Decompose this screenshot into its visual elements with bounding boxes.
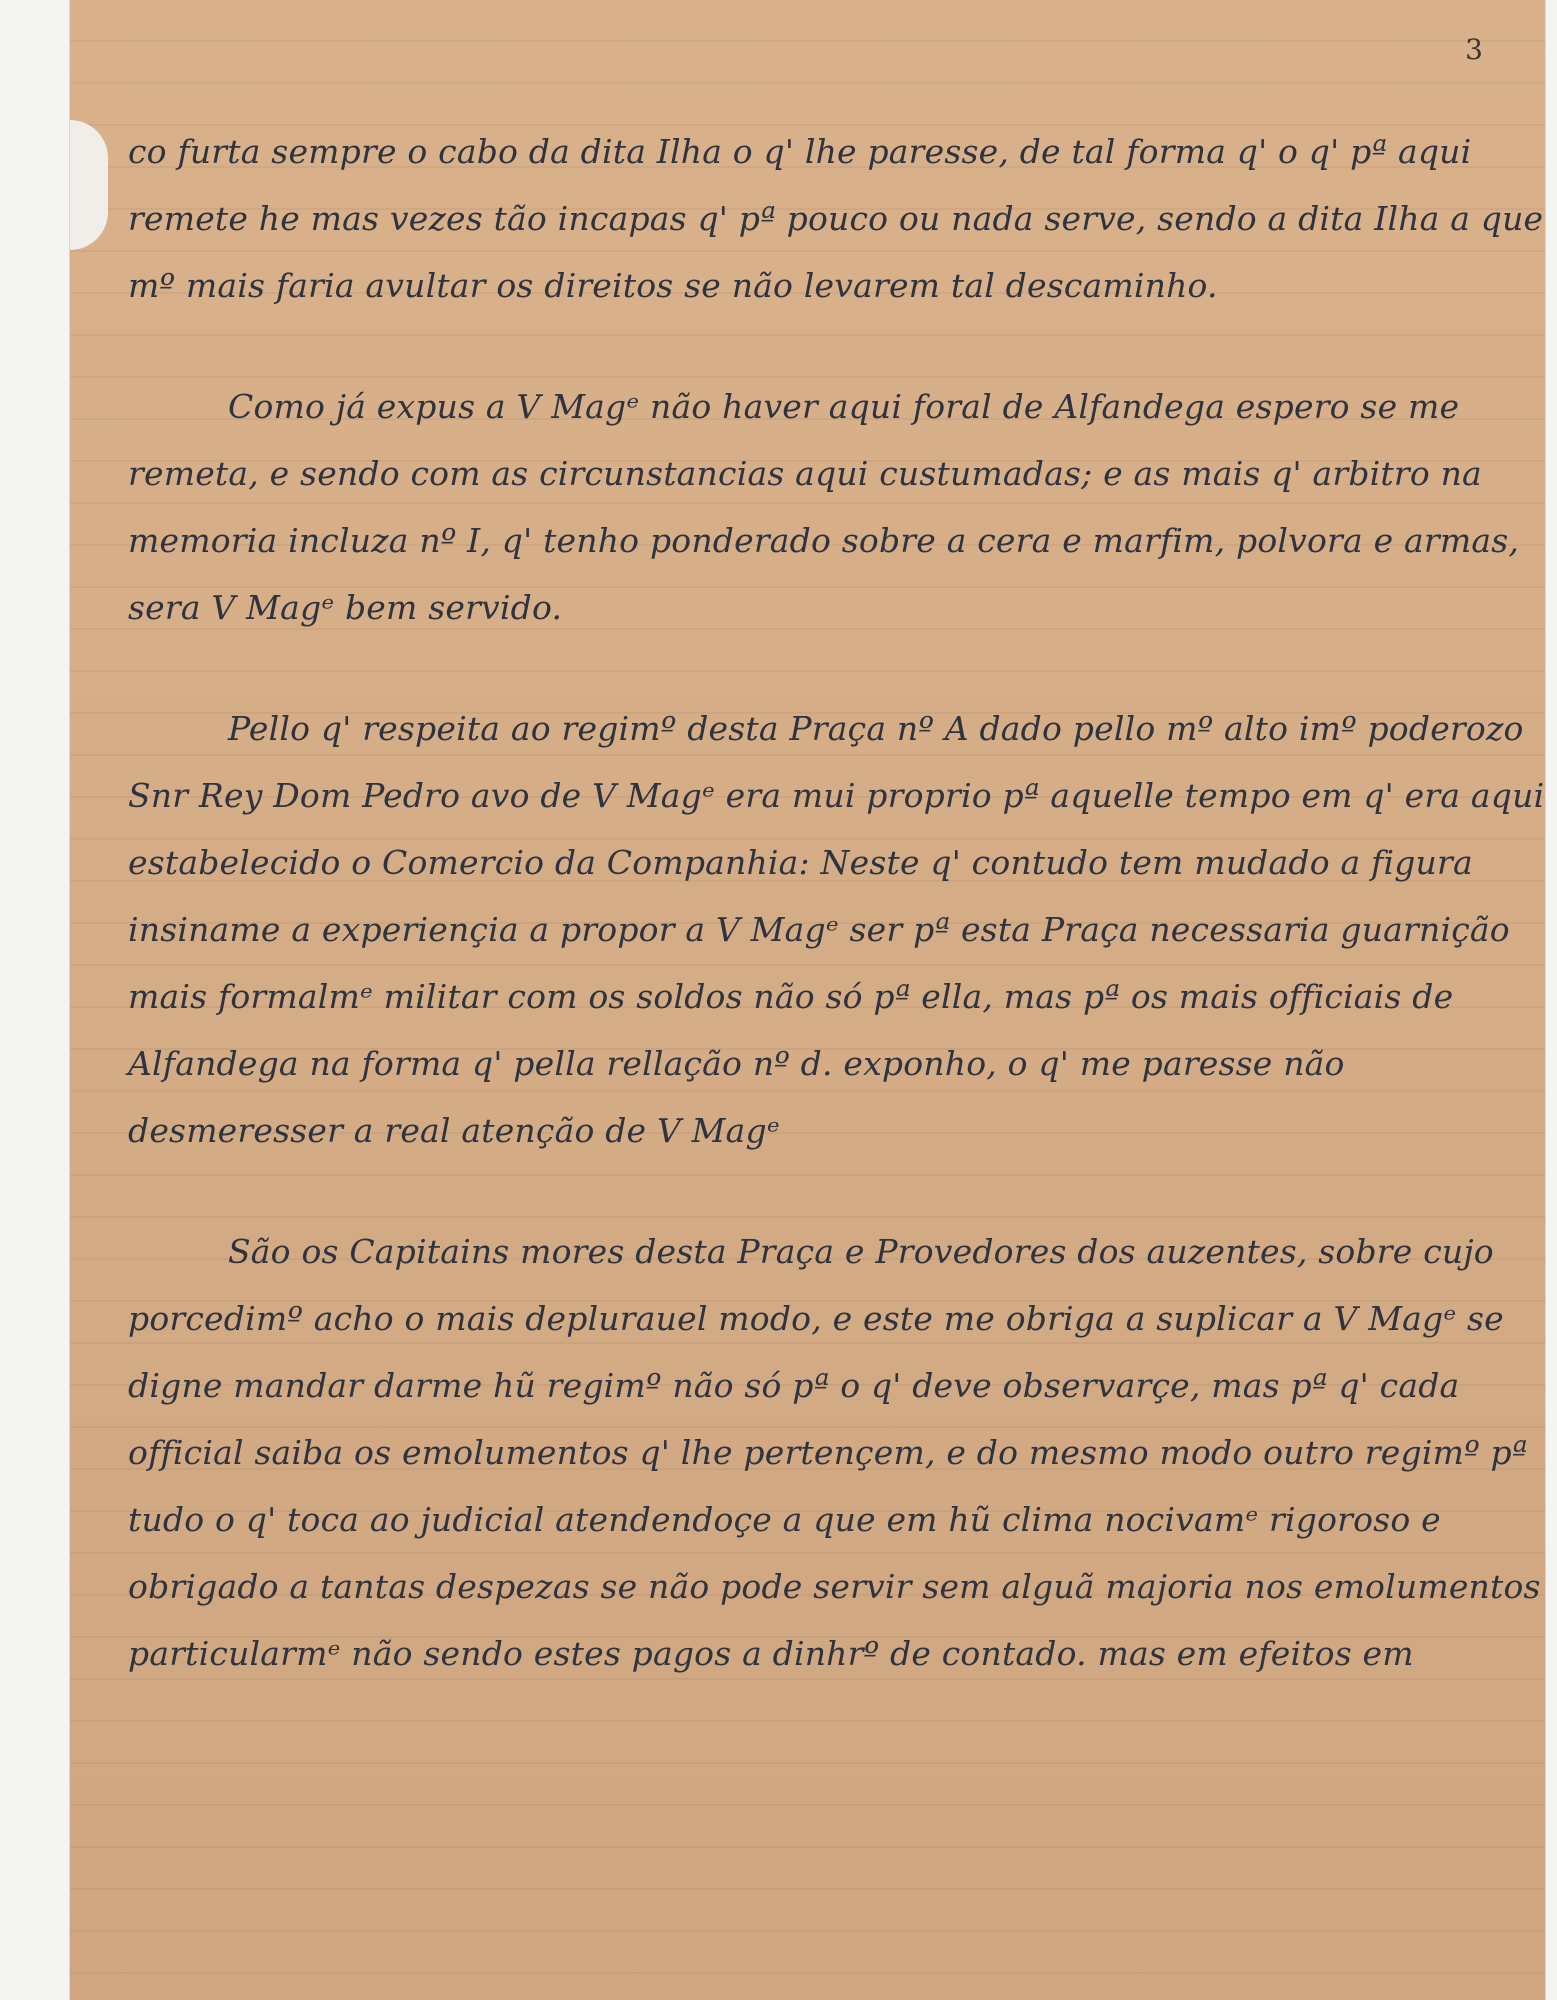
paragraph-4: São os Capitains mores desta Praça e Provedores dos auzentes, sobre cujo porcedimº acho o mais deplurauel modo, e este me obriga a suplicar a V Magᵉ se digne mandar darme hũ regimº não só pª o q' deve observarçe, mas pª q' cada official saiba os emolumentos q' lhe pertençem, e do mesmo modo outro regimº pª tudo o q' toca ao judicial atendendoçe a que em hũ clima nocivamᵉ rigoroso e obrigado a tantas despezas se não pode servir sem alguã majoria nos emolumentos particularmᵉ não sendo estes pagos a dinhrº de contado. mas em efeitos em	[128, 1232, 1552, 1673]
page-number: 3	[1465, 33, 1483, 66]
paragraph-2: Como já expus a V Magᵉ não haver aqui foral de Alfandega espero se me remeta, e sendo com as circunstancias aqui custumadas; e as mais q' arbitro na memoria incluza nº I, q' tenho ponderado sobre a cera e marfim, polvora e armas, sera V Magᵉ bem servido.	[128, 387, 1530, 627]
page-text	[128, 118, 1556, 1741]
paragraph-1: co furta sempre o cabo da dita Ilha o q' lhe paresse, de tal forma q' o q' pª aqui remete he mas vezes tão incapas q' pª pouco ou nada serve, sendo a dita Ilha a que mº mais faria avultar os direitos se não levarem tal descaminho.	[128, 132, 1554, 305]
page-tear	[70, 120, 108, 250]
torn-page-edge	[0, 0, 70, 2000]
paragraph-3: Pello q' respeita ao regimº desta Praça nº A dado pello mº alto imº poderozo Snr Rey Dom Pedro avo de V Magᵉ era mui proprio pª aquelle tempo em q' era aqui estabelecido o Comercio da Companhia: Neste q' contudo tem mudado a figura insiname a experiençia a propor a V Magᵉ ser pª esta Praça necessaria guarnição mais formalmᵉ militar com os soldos não só pª ella, mas pª os mais officiais de Alfandega na forma q' pella rellação nº d. exponho, o q' me paresse não desmeresser a real atenção de V Magᵉ	[128, 709, 1556, 1150]
